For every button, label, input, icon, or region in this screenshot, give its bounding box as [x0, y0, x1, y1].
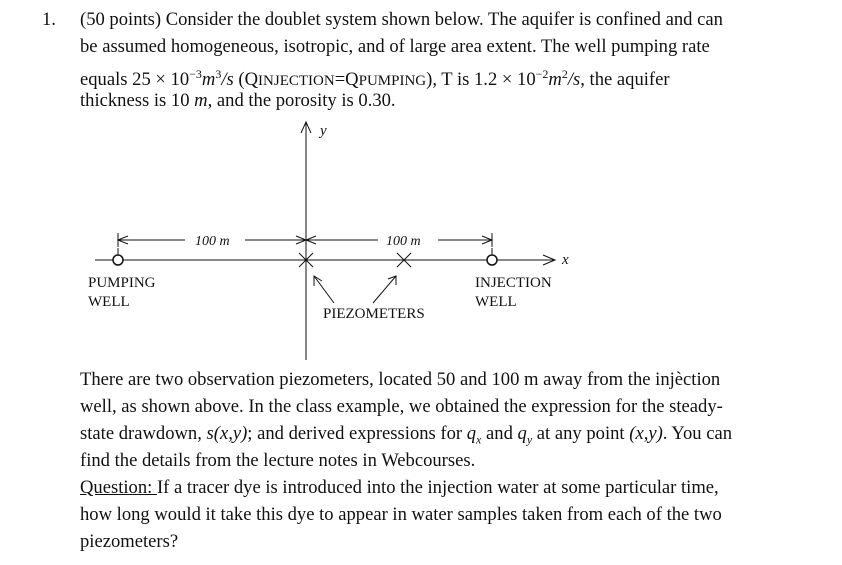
drawdown-symbol: s(x,y) — [206, 423, 248, 444]
derived-text: ; and derived expressions for — [247, 423, 467, 444]
problem-text-line-2: be assumed homogeneous, isotropic, and of large area extent. The well pumping rate — [80, 36, 710, 57]
q-injection-sub: INJECTION — [258, 73, 335, 90]
rate-unit-m: m — [201, 69, 216, 91]
body-line-4: find the details from the lecture notes in Webcourses. — [80, 450, 476, 471]
body-line-1: There are two observation piezometers, located 50 and 100 m away from the injèction — [80, 369, 721, 390]
question-line-2: how long would it take this dye to appear in water samples taken from each of the two — [80, 504, 722, 525]
thickness-text: thickness is 10 — [80, 90, 195, 111]
injection-well-label-line-1: INJECTION — [475, 275, 552, 291]
rate-unit-per-s: /s — [221, 69, 234, 91]
transmissivity-exponent: −2 — [535, 67, 549, 81]
pointer-to-piezometer-2 — [373, 276, 396, 303]
question-text-1: If a tracer dye is introduced into the injection water at some particular time, — [156, 477, 719, 498]
any-point-text: at any point — [532, 423, 630, 444]
xy-symbol: (x,y) — [629, 423, 663, 444]
question-line-3: piezometers? — [80, 531, 179, 552]
pumping-well-label-line-2: WELL — [88, 294, 130, 310]
x-axis-label: x — [562, 252, 569, 268]
question-label: Question: — [80, 477, 157, 498]
pumping-well-symbol — [113, 255, 123, 265]
transmissivity-prefix: ), T is 1.2 × 10 — [426, 69, 536, 91]
body-line-2: well, as shown above. In the class example, we obtained the expression for the steady- — [80, 396, 723, 417]
pointer-to-piezometer-1 — [314, 276, 334, 303]
injection-well-label-line-2: WELL — [475, 294, 517, 310]
and-text: and — [481, 423, 518, 444]
injection-well-symbol — [487, 255, 497, 265]
drawdown-prefix: state drawdown, — [80, 423, 207, 444]
problem-text-line-1: (50 points) Consider the doublet system shown below. The aquifer is confined and can — [80, 9, 723, 30]
problem-number: 1. — [42, 9, 56, 30]
rate-exponent: −3 — [189, 67, 202, 81]
you-can-text: . You can — [662, 423, 733, 444]
qx-subscript: x — [476, 432, 482, 447]
qy-symbol: q — [517, 423, 527, 444]
thickness-unit: m — [194, 90, 208, 111]
dimension-left-label: 100 m — [195, 234, 230, 249]
pumping-well-label-line-1: PUMPING — [88, 275, 156, 291]
q-open: (Q — [238, 69, 259, 91]
q-equals: =Q — [334, 69, 359, 91]
transmissivity-unit-m: m — [548, 69, 562, 91]
question-line-1 — [80, 475, 719, 501]
aquifer-text: , the aquifer — [580, 69, 670, 91]
y-axis-label: y — [320, 123, 327, 139]
transmissivity-unit-exponent: 2 — [561, 67, 568, 81]
rate-unit-exponent: 3 — [215, 67, 222, 81]
transmissivity-unit-per-s: /s — [567, 69, 581, 91]
piezometers-label: PIEZOMETERS — [323, 306, 425, 322]
dimension-right-label: 100 m — [386, 234, 421, 249]
qx-symbol: q — [466, 423, 477, 444]
q-pumping-sub: PUMPING — [358, 73, 427, 90]
porosity-text: , and the porosity is 0.30. — [207, 90, 396, 111]
rate-prefix: equals 25 × 10 — [80, 69, 190, 91]
qy-subscript: y — [526, 432, 533, 447]
